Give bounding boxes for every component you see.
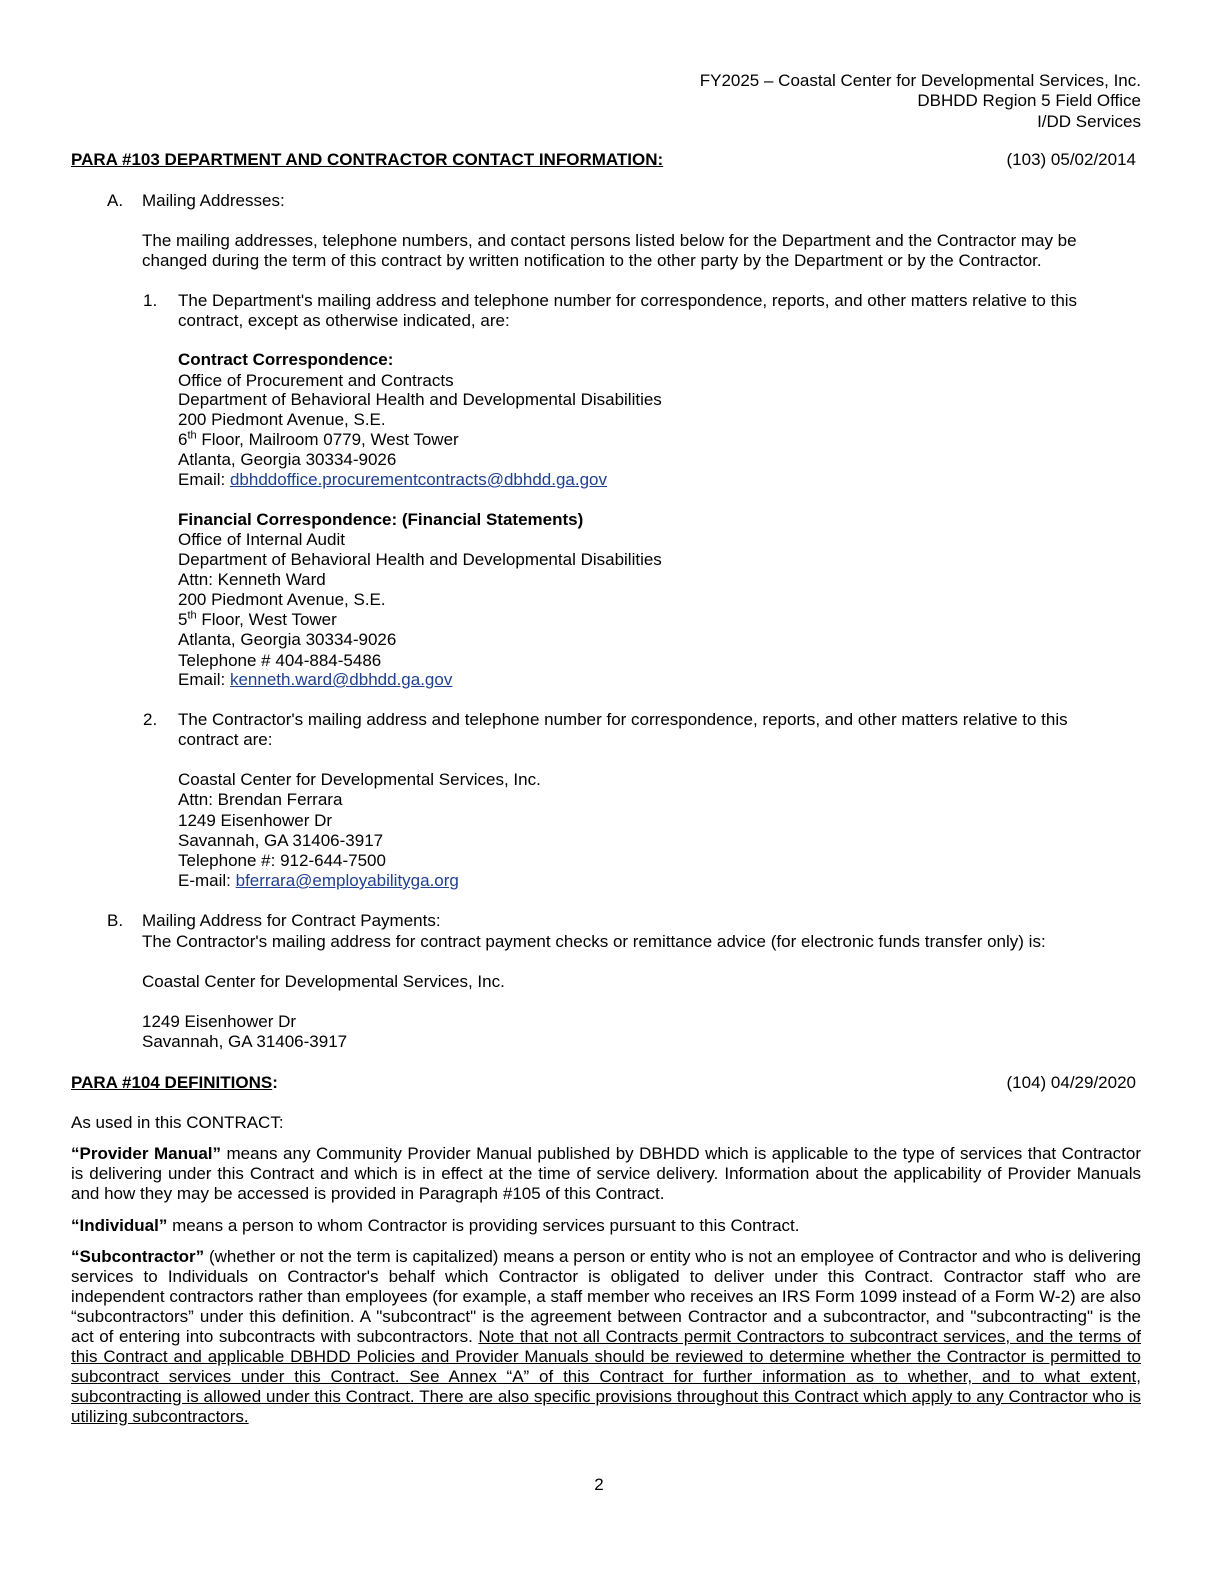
section-a-marker: A.: [107, 191, 124, 210]
financial-address-line: Attn: Kenneth Ward: [178, 570, 326, 589]
item-2-line-1: The Contractor's mailing address and telephone number for correspondence, reports, and other matters relative to this: [178, 710, 1068, 729]
definition-individual: “Individual” means a person to whom Contractor is providing services pursuant to this Contract.: [71, 1216, 800, 1235]
financial-correspondence-heading: Financial Correspondence: (Financial Statements): [178, 510, 584, 529]
contract-address-floor: 6th Floor, Mailroom 0779, West Tower: [178, 429, 459, 449]
payment-address-line: 1249 Eisenhower Dr: [142, 1012, 297, 1031]
section-b-title: Mailing Address for Contract Payments:: [142, 911, 441, 930]
intro-line-2: changed during the term of this contract by written notification to the other party by the Department or by the Contractor.: [142, 251, 1042, 270]
financial-phone: Telephone # 404-884-5486: [178, 651, 382, 670]
financial-address-line: Atlanta, Georgia 30334-9026: [178, 630, 397, 649]
header-line-1: FY2025 – Coastal Center for Developmental Services, Inc.: [699, 71, 1141, 90]
financial-address-floor: 5th Floor, West Tower: [178, 609, 337, 629]
financial-address-line: Department of Behavioral Health and Developmental Disabilities: [178, 550, 662, 569]
intro-line-1: The mailing addresses, telephone numbers, and contact persons listed below for the Department and the Contractor may be: [142, 231, 1077, 250]
contract-correspondence-heading: Contract Correspondence:: [178, 350, 394, 369]
contract-email-line: Email: dbhddoffice.procurementcontracts@dbhdd.ga.gov: [178, 470, 607, 489]
item-1-line-2: contract, except as otherwise indicated, are:: [178, 311, 510, 330]
item-1-line-1: The Department's mailing address and telephone number for correspondence, reports, and other matters relative to this: [178, 291, 1078, 310]
para-103-title: PARA #103 DEPARTMENT AND CONTRACTOR CONTACT INFORMATION:: [71, 150, 664, 169]
para-104-title: PARA #104 DEFINITIONS:: [71, 1073, 278, 1092]
financial-email-line: Email: kenneth.ward@dbhdd.ga.gov: [178, 670, 453, 689]
definitions-intro: As used in this CONTRACT:: [71, 1113, 284, 1132]
contractor-email-link[interactable]: bferrara@employabilityga.org: [235, 871, 459, 890]
contractor-email-line: E-mail: bferrara@employabilityga.org: [178, 871, 459, 890]
contract-address-line: Department of Behavioral Health and Developmental Disabilities: [178, 390, 662, 409]
item-2-line-2: contract are:: [178, 730, 273, 749]
section-b-marker: B.: [107, 911, 124, 930]
contractor-address-line: Coastal Center for Developmental Services, Inc.: [178, 770, 541, 789]
financial-address-line: 200 Piedmont Avenue, S.E.: [178, 590, 386, 609]
contractor-address-line: Savannah, GA 31406-3917: [178, 831, 384, 850]
contractor-phone: Telephone #: 912-644-7500: [178, 851, 386, 870]
para-104-ref: (104) 04/29/2020: [1006, 1073, 1136, 1092]
definition-provider-manual: “Provider Manual” means any Community Provider Manual published by DBHDD which is applicable to the type of services that Contractor is delivering under this Contract and which is in effect at the time of service delivery. Information about the applicability of Provider Manuals and how they may be accessed is provided in Paragraph #105 of this Contract.: [71, 1144, 1141, 1203]
contract-address-line: Atlanta, Georgia 30334-9026: [178, 450, 397, 469]
payment-address-line: Coastal Center for Developmental Services, Inc.: [142, 972, 505, 991]
page-number: 2: [594, 1475, 604, 1494]
para-103-ref: (103) 05/02/2014: [1006, 150, 1136, 169]
contract-address-line: 200 Piedmont Avenue, S.E.: [178, 410, 386, 429]
financial-email-link[interactable]: kenneth.ward@dbhdd.ga.gov: [229, 670, 453, 689]
header-line-2: DBHDD Region 5 Field Office: [917, 91, 1141, 110]
definition-subcontractor: “Subcontractor” (whether or not the term is capitalized) means a person or entity who is not an employee of Contractor and who is delivering services to Individuals on Contractor's behalf which Contractor is obligated to deliver under this Contract. Contractor staff who are independent contractors rather than employees (for example, a staff member who receives an IRS Form 1099 instead of a Form W-2) are also “subcontractors” under this definition. A "subcontract" is the agreement between Contractor and a subcontractor, and "subcontracting" is the act of entering into subcontracts with subcontractors. Note that not all Contracts permit Contractors to subcontract services, and the terms of this Contract and applicable DBHDD Policies and Provider Manuals should be reviewed to determine whether the Contractor is permitted to subcontract services under this Contract. See Annex “A” of this Contract for further information as to whether, and to what extent, subcontracting is allowed under this Contract. There are also specific provisions throughout this Contract which apply to any Contractor who is utilizing subcontractors.: [71, 1247, 1142, 1426]
item-2-marker: 2.: [143, 710, 158, 729]
contractor-address-line: 1249 Eisenhower Dr: [178, 811, 333, 830]
contract-email-link[interactable]: dbhddoffice.procurementcontracts@dbhdd.ga.gov: [229, 470, 607, 489]
item-1-marker: 1.: [143, 291, 158, 310]
contract-address-line: Office of Procurement and Contracts: [178, 371, 454, 390]
section-b-text: The Contractor's mailing address for contract payment checks or remittance advice (for electronic funds transfer only) is:: [142, 932, 1046, 951]
payment-address-line: Savannah, GA 31406-3917: [142, 1032, 348, 1051]
header-line-3: I/DD Services: [1037, 112, 1141, 131]
financial-address-line: Office of Internal Audit: [178, 530, 345, 549]
contractor-address-line: Attn: Brendan Ferrara: [178, 790, 343, 809]
section-a-title: Mailing Addresses:: [142, 191, 285, 210]
